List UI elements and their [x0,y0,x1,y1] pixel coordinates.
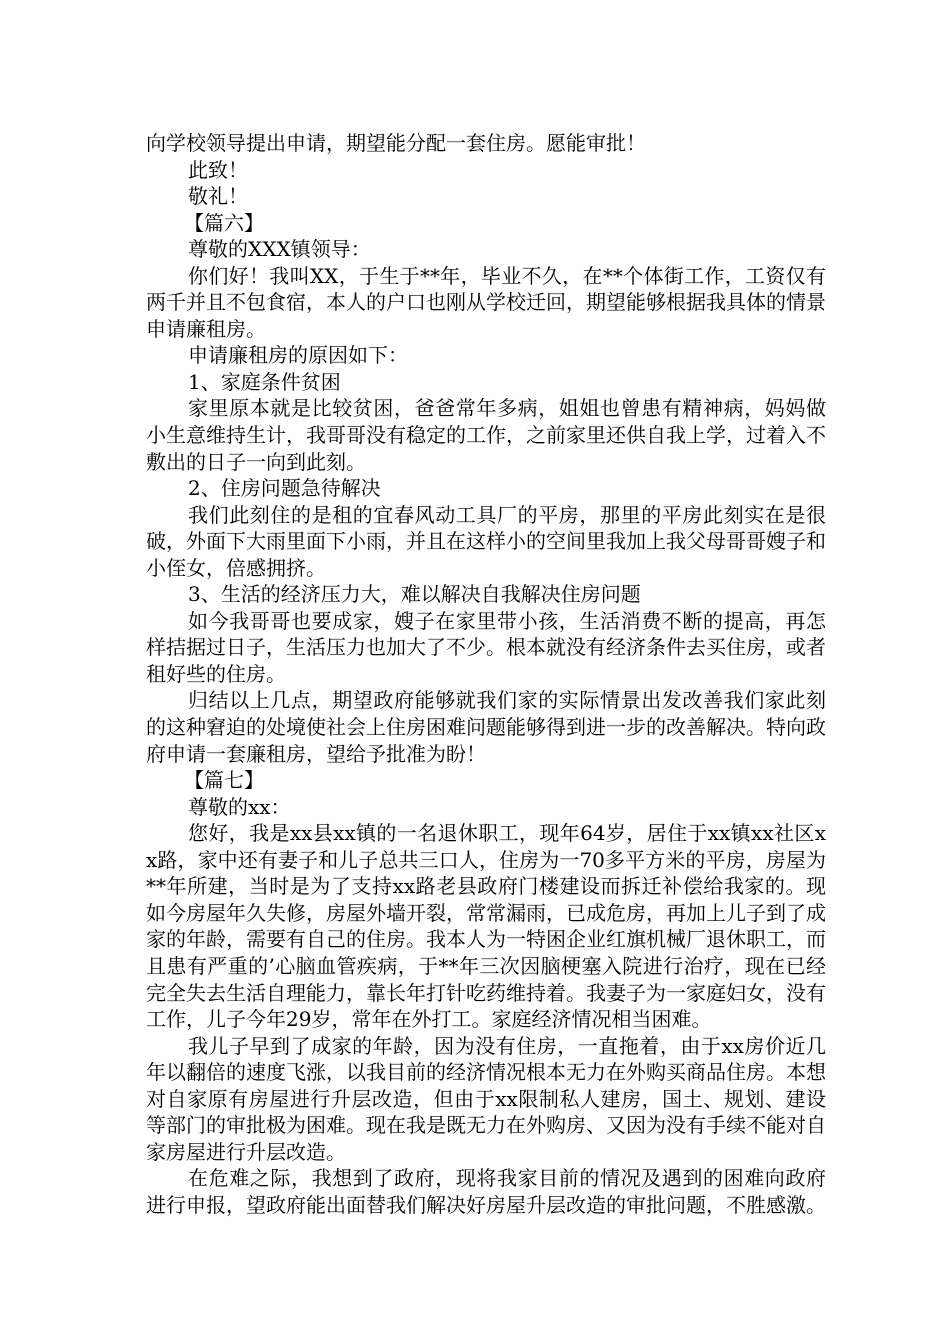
closing-respect: 敬礼！ [188,184,248,209]
reason-heading-2: 2、住房问题急待解决 [188,476,381,501]
paragraph-request-end: 向学校领导提出申请，期望能分配一套住房。愿能审批！ [146,131,646,155]
reason-heading-1: 1、家庭条件贫困 [188,369,341,394]
paragraph-conclusion: 归结以上几点，期望政府能够就我们家的实际情景出发改善我们家此刻的这种窘迫的处境使社会上住房困难问题能够得到进一步的改善解决。特向政府申请一套廉租房，望给予批准为盼！ [146,688,826,766]
closing-salutation: 此致！ [188,157,248,182]
letter-greeting: 尊敬的XXX镇领导： [188,237,371,262]
section-heading-seven: 【篇七】 [184,768,264,793]
reason-heading-3: 3、生活的经济压力大，难以解决自我解决住房问题 [188,582,641,607]
paragraph-appeal: 在危难之际，我想到了政府，现将我家目前的情况及遇到的困难向政府进行申报，望政府能出面替我们解决好房屋升层改造的审批问题，不胜感激。 [146,1166,826,1217]
paragraph-background: 您好，我是xx县xx镇的一名退休职工，现年64岁，居住于xx镇xx社区xx路，家中还有妻子和儿子总共三口人，住房为一70多平方米的平房，房屋为**年所建，当时是为了支持xx路老县政府门楼建设而拆迁补偿给我家的。现如今房屋年久失修，房屋外墙开裂，常常漏雨，已成危房，再加上儿子到了成家的年龄，需要有自己的住房。我本人为一特困企业红旗机械厂退休职工，而且患有严重的’心脑血管疾病，于**年三次因脑梗塞入院进行治疗，现在已经完全失去生活自理能力，靠长年打针吃药维持着。我妻子为一家庭妇女，没有工作，儿子今年29岁，常年在外打工。家庭经济情况相当困难。 [146,821,826,1032]
paragraph-reason-2: 我们此刻住的是租的宜春风动工具厂的平房，那里的平房此刻实在是很破，外面下大雨里面下小雨，并且在这样小的空间里我加上我父母哥哥嫂子和小侄女，倍感拥挤。 [146,502,826,580]
paragraph-reason-3: 如今我哥哥也要成家，嫂子在家里带小孩，生活消费不断的提高，再怎样拮据过日子，生活压力也加大了不少。根本就没有经济条件去买住房，或者租好些的住房。 [146,608,826,686]
letter-greeting-seven: 尊敬的xx： [188,794,291,819]
document-body [146,130,826,1218]
paragraph-reason-1: 家里原本就是比较贫困，爸爸常年多病，姐姐也曾患有精神病，妈妈做小生意维持生计，我哥哥没有稳定的工作，之前家里还供自我上学，过着入不敷出的日子一向到此刻。 [146,396,826,474]
paragraph-intro: 你们好！我叫XX，于生于**年，毕业不久，在**个体街工作，工资仅有两千并且不包食宿，本人的户口也刚从学校迁回，期望能够根据我具体的情景申请廉租房。 [146,263,826,341]
section-heading-six: 【篇六】 [184,210,264,235]
paragraph-reasons-lead: 申请廉租房的原因如下： [188,343,408,368]
paragraph-son-housing: 我儿子早到了成家的年龄，因为没有住房，一直拖着，由于xx房价近几年以翻倍的速度飞涨，以我目前的经济情况根本无力在外购买商品住房。本想对自家原有房屋进行升层改造，但由于xx限制私人建房，国土、规划、建设等部门的审批极为困难。现在我是既无力在外购房、又因为没有手续不能对自家房屋进行升层改造。 [146,1033,826,1164]
